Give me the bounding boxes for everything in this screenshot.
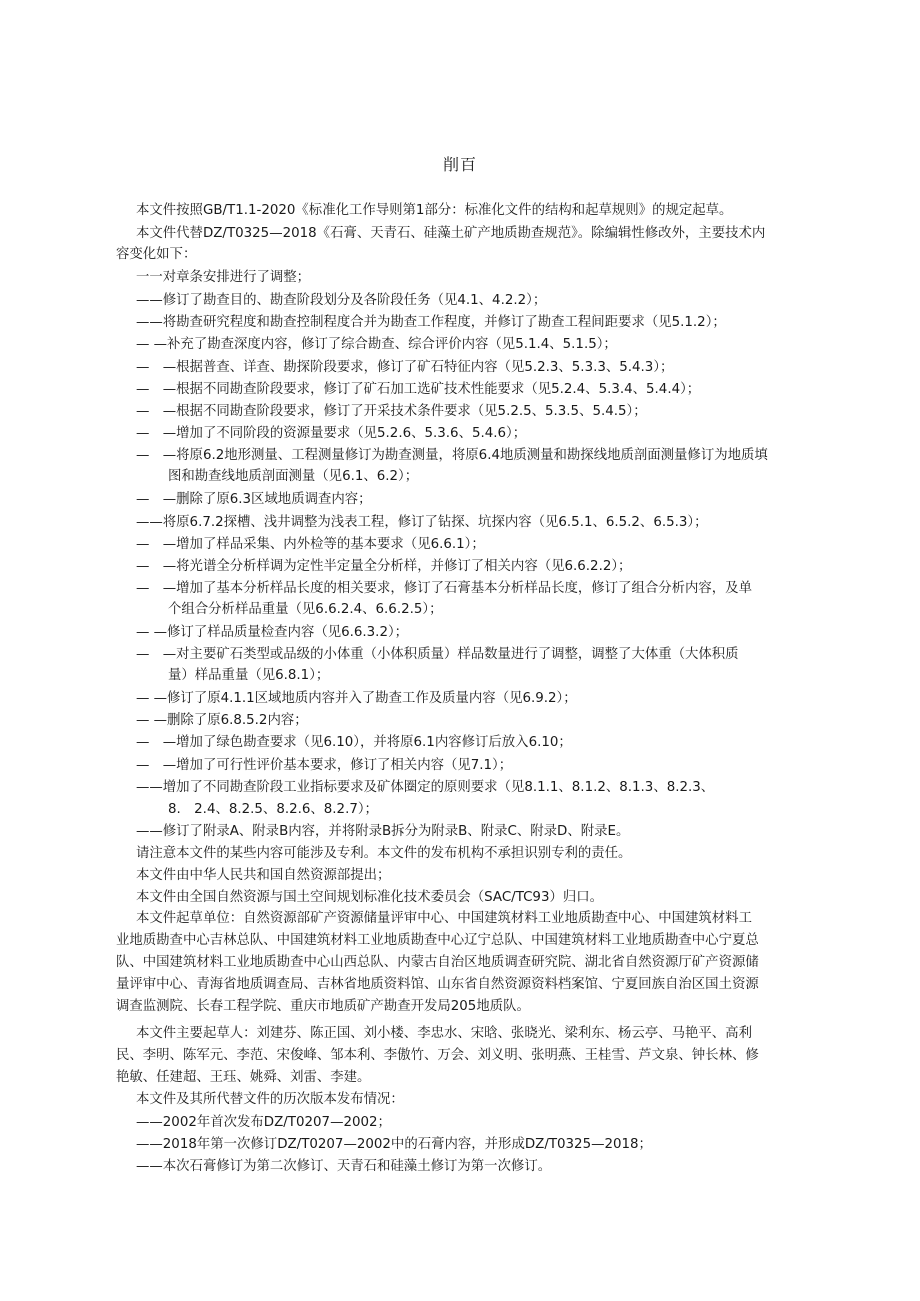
list-item: ——将原6.7.2探槽、浅井调整为浅表工程，修订了钻探、坑探内容（见6.5.1、6.5.2、6.5.3）； — [136, 515, 708, 530]
list-item: ——2018年第一次修订DZ/T0207—2002中的石膏内容，并形成DZ/T0325—2018； — [136, 1137, 652, 1152]
text-line: 本文件由全国自然资源与国土空间规划标准化技术委员会（SAC/TC93）归口。 — [136, 890, 604, 905]
list-item: — —补充了勘查深度内容，修订了综合勘查、综合评价内容（见5.1.4、5.1.5）； — [136, 337, 617, 352]
list-item: — —修订了样品质量检查内容（见6.6.3.2）； — [136, 625, 409, 640]
text-line: 本文件起草单位：自然资源部矿产资源储量评审中心、中国建筑材料工业地质勘查中心、中国建筑材料工 — [136, 911, 752, 926]
text-line: 调查监测院、长春工程学院、重庆市地质矿产勘查开发局205地质队。 — [116, 999, 530, 1014]
text-line: 艳敏、任建超、王珏、姚舜、刘雷、李建。 — [116, 1070, 371, 1085]
text-line: 本文件及其所代替文件的历次版本发布情况： — [136, 1092, 404, 1107]
list-item-continuation: 量）样品重量（见6.8.1）； — [168, 668, 330, 683]
list-item: ——修订了附录A、附录B内容，并将附录B拆分为附录B、附录C、附录D、附录E。 — [136, 824, 630, 839]
list-item: — —增加了基本分析样品长度的相关要求，修订了石膏基本分析样品长度，修订了组合分析内容，及单 — [136, 581, 752, 596]
list-item: ——本次石膏修订为第二次修订、天青石和硅藻土修订为第一次修订。 — [136, 1159, 552, 1174]
list-item: ——2002年首次发布DZ/T0207—2002； — [136, 1115, 391, 1130]
list-item: 一一对章条安排进行了调整； — [136, 270, 311, 285]
list-item: — —根据普查、详查、勘探阶段要求，修订了矿石特征内容（见5.2.3、5.3.3、5.4.3）； — [136, 360, 674, 375]
list-item: — —对主要矿石类型或品级的小体重（小体积质量）样品数量进行了调整，调整了大体重（大体积质 — [136, 647, 739, 662]
list-item-continuation: 图和勘查线地质剖面测量（见6.1、6.2）； — [168, 469, 419, 484]
text-line: 业地质勘查中心吉林总队、中国建筑材料工业地质勘查中心辽宁总队、中国建筑材料工业地质勘查中心宁夏总 — [116, 933, 759, 948]
list-item: — —增加了可行性评价基本要求，修订了相关内容（见7.1）； — [136, 758, 513, 773]
text-line: 本文件按照GB/T1.1-2020《标准化工作导则第1部分：标准化文件的结构和起草规则》的规定起草。 — [136, 203, 733, 218]
list-item: — —根据不同勘查阶段要求，修订了开采技术条件要求（见5.2.5、5.3.5、5.4.5）； — [136, 404, 647, 419]
list-item: — —删除了原6.3区域地质调查内容； — [136, 492, 372, 507]
list-item: — —增加了绿色勘查要求（见6.10），并将原6.1内容修订后放入6.10； — [136, 735, 572, 750]
text-line: 本文件主要起草人：刘建芬、陈正国、刘小楼、李忠水、宋晗、张晓光、梁利东、杨云亭、马艳平、高利 — [136, 1026, 752, 1041]
list-item: — —修订了原4.1.1区域地质内容并入了勘查工作及质量内容（见6.9.2）； — [136, 691, 577, 706]
text-line: 民、李明、陈军元、李范、宋俊峰、邹本利、李傲竹、万会、刘义明、张明燕、王桂雪、芦文泉、钟长林、修 — [116, 1048, 759, 1063]
list-item: — —将光谱全分析样调为定性半定量全分析样，并修订了相关内容（见6.6.2.2）； — [136, 559, 632, 574]
text-line: 请注意本文件的某些内容可能涉及专利。本文件的发布机构不承担识别专利的责任。 — [136, 846, 632, 861]
text-line: 本文件代替DZ/T0325—2018《石膏、天青石、硅藻土矿产地质勘查规范》。除编辑性修改外，主要技术内 — [136, 226, 766, 241]
text-line: 本文件由中华人民共和国自然资源部提出； — [136, 868, 391, 883]
list-item-continuation: 8. 2.4、8.2.5、8.2.6、8.2.7）； — [168, 802, 378, 817]
list-item-continuation: 个组合分析样品重量（见6.6.2.4、6.6.2.5）； — [168, 602, 443, 617]
list-item: — —根据不同勘查阶段要求，修订了矿石加工选矿技术性能要求（见5.2.4、5.3.4、5.4.4）； — [136, 382, 701, 397]
list-item: — —增加了样品采集、内外检等的基本要求（见6.6.1）； — [136, 537, 485, 552]
list-item: ——将勘查研究程度和勘查控制程度合并为勘查工作程度，并修订了勘查工程间距要求（见5.1.2）； — [136, 315, 726, 330]
list-item: — —将原6.2地形测量、工程测量修订为勘查测量，将原6.4地质测量和勘探线地质剖面测量修订为地质填 — [136, 448, 768, 463]
page-title: 削百 — [442, 155, 477, 174]
text-line: 量评审中心、青海省地质调查局、吉林省地质资料馆、山东省自然资源资料档案馆、宁夏回族自治区国土资源 — [116, 977, 759, 992]
list-item: ——增加了不同勘查阶段工业指标要求及矿体圈定的原则要求（见8.1.1、8.1.2、8.1.3、8.2.3、 — [136, 780, 715, 795]
list-item: — —增加了不同阶段的资源量要求（见5.2.6、5.3.6、5.4.6）； — [136, 426, 527, 441]
list-item: — —删除了原6.8.5.2内容； — [136, 713, 308, 728]
text-line: 队、中国建筑材料工业地质勘查中心山西总队、内蒙古自治区地质调查研究院、湖北省自然资源厅矿产资源储 — [116, 955, 759, 970]
list-item: ——修订了勘查目的、勘查阶段划分及各阶段任务（见4.1、4.2.2）； — [136, 293, 547, 308]
text-line: 容变化如下： — [116, 247, 197, 262]
